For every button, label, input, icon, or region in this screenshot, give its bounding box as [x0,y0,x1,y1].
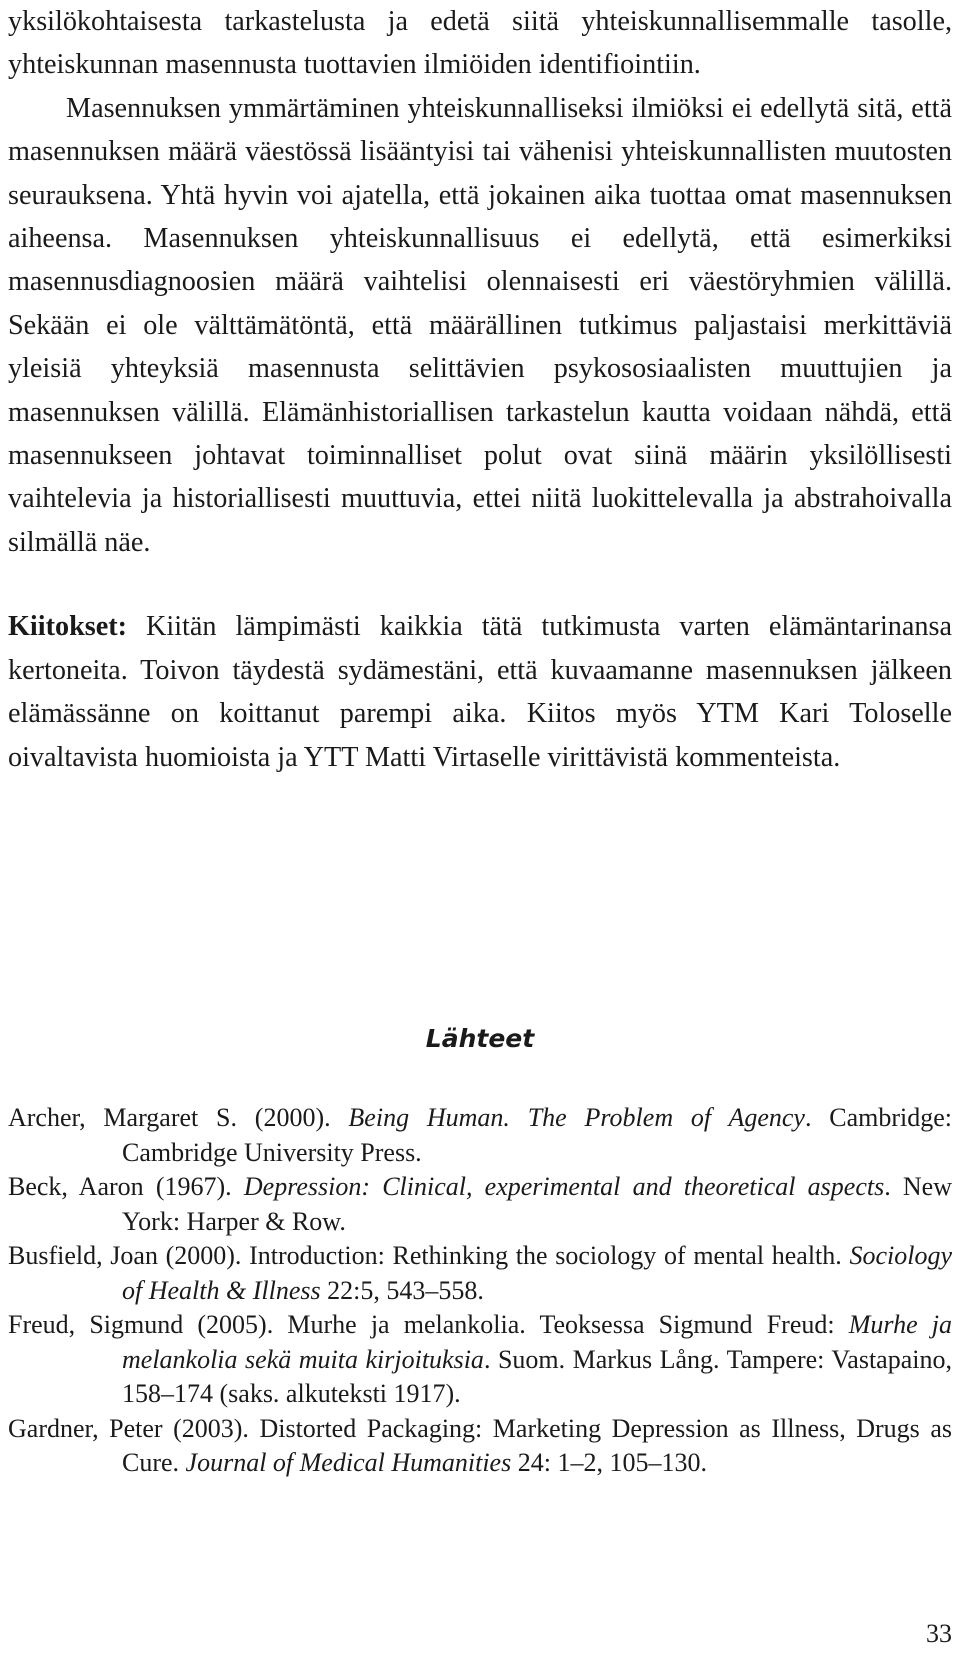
document-page [8,0,953,1477]
reference-title: Being Human. The Problem of Agency [348,1103,805,1132]
reference-title: Murhe ja melankolia sekä muita kirjoituksia [122,1310,952,1374]
reference-item [8,1239,952,1308]
acknowledgements-paragraph [8,605,952,779]
reference-text: Archer, Margaret S. (2000). [8,1103,349,1132]
reference-text: Busfield, Joan (2000). Introduction: Rethinking the sociology of mental health. [8,1241,850,1270]
page-number: 33 [926,1619,952,1648]
body-paragraph: yksilökohtaisesta tarkastelusta ja edetä siitä yhteiskunnallisemmalle tasolle, yhteiskunnan masennusta tuottavien ilmiöiden identifiointiin. [8,6,952,81]
reference-item [8,1170,952,1239]
acknowledgements-text: Kiitän lämpimästi kaikkia tätä tutkimusta varten elämäntarinansa kertoneita. Toivon täydestä sydämestäni, että kuvaamanne masennuksen jälkeen elämässänne on koittanut parempi aika. Kiitos myös YTM Kari Toloselle oivaltavista huomioista ja YTT Matti Virtaselle virittävistä kommenteista. [8,611,952,773]
references-heading: Lähteet [425,1024,535,1053]
reference-text: Beck, Aaron (1967). [8,1172,244,1201]
reference-text: . Suom. Markus Lång. Tampere: Vastapaino, 158–174 (saks. alkuteksti 1917). [122,1344,952,1408]
reference-text: . Cambridge: Cambridge University Press. [122,1103,953,1167]
body-paragraph: Masennuksen ymmärtäminen yhteiskunnalliseksi ilmiöksi ei edellytä sitä, että masennuksen määrä väestössä lisääntyisi tai vähenisi yhteiskunnallisten muutosten seurauksena. Yhtä hyvin voi ajatella, että jokainen aika tuottaa omat masennuksen aiheensa. Masennuksen yhteiskunnallisuus ei edellytä, että esimerkiksi masennusdiagnoosien määrä vaihtelisi olennaisesti eri väestöryhmien välillä. Sekään ei ole välttämätöntä, että määrällinen tutkimus paljastaisi merkittäviä yleisiä yhteyksiä masennusta selittävien psykososiaalisten muuttujien ja masennuksen välillä. Elämänhistoriallisen tarkastelun kautta voidaan nähdä, että masennukseen johtavat toiminnalliset polut ovat siinä määrin yksilöllisesti vaihtelevia ja historiallisesti muuttuvia, ettei niitä luokittelevalla ja abstrahoivalla silmällä näe. [8,92,952,558]
reference-text: Gardner, Peter (2003). Distorted Packaging: Marketing Depression as Illness, Drugs as Cure. [8,1413,952,1477]
reference-item [8,1101,952,1170]
references-list [8,1101,952,1481]
reference-text: . New York: Harper & Row. [122,1172,952,1236]
reference-title: Sociology of Health & Illness [122,1241,952,1305]
reference-text: 22:5, 543–558. [320,1275,484,1305]
reference-item [8,1412,952,1481]
reference-text: 24: 1–2, 105–130. [511,1448,707,1477]
acknowledgements-label: Kiitokset: [8,611,127,643]
reference-title: Journal of Medical Humanities [185,1448,512,1477]
reference-text: Freud, Sigmund (2005). Murhe ja melankolia. Teoksessa Sigmund Freud: [8,1310,849,1339]
reference-item [8,1308,952,1412]
reference-title: Depression: Clinical, experimental and theoretical aspects [243,1172,885,1201]
